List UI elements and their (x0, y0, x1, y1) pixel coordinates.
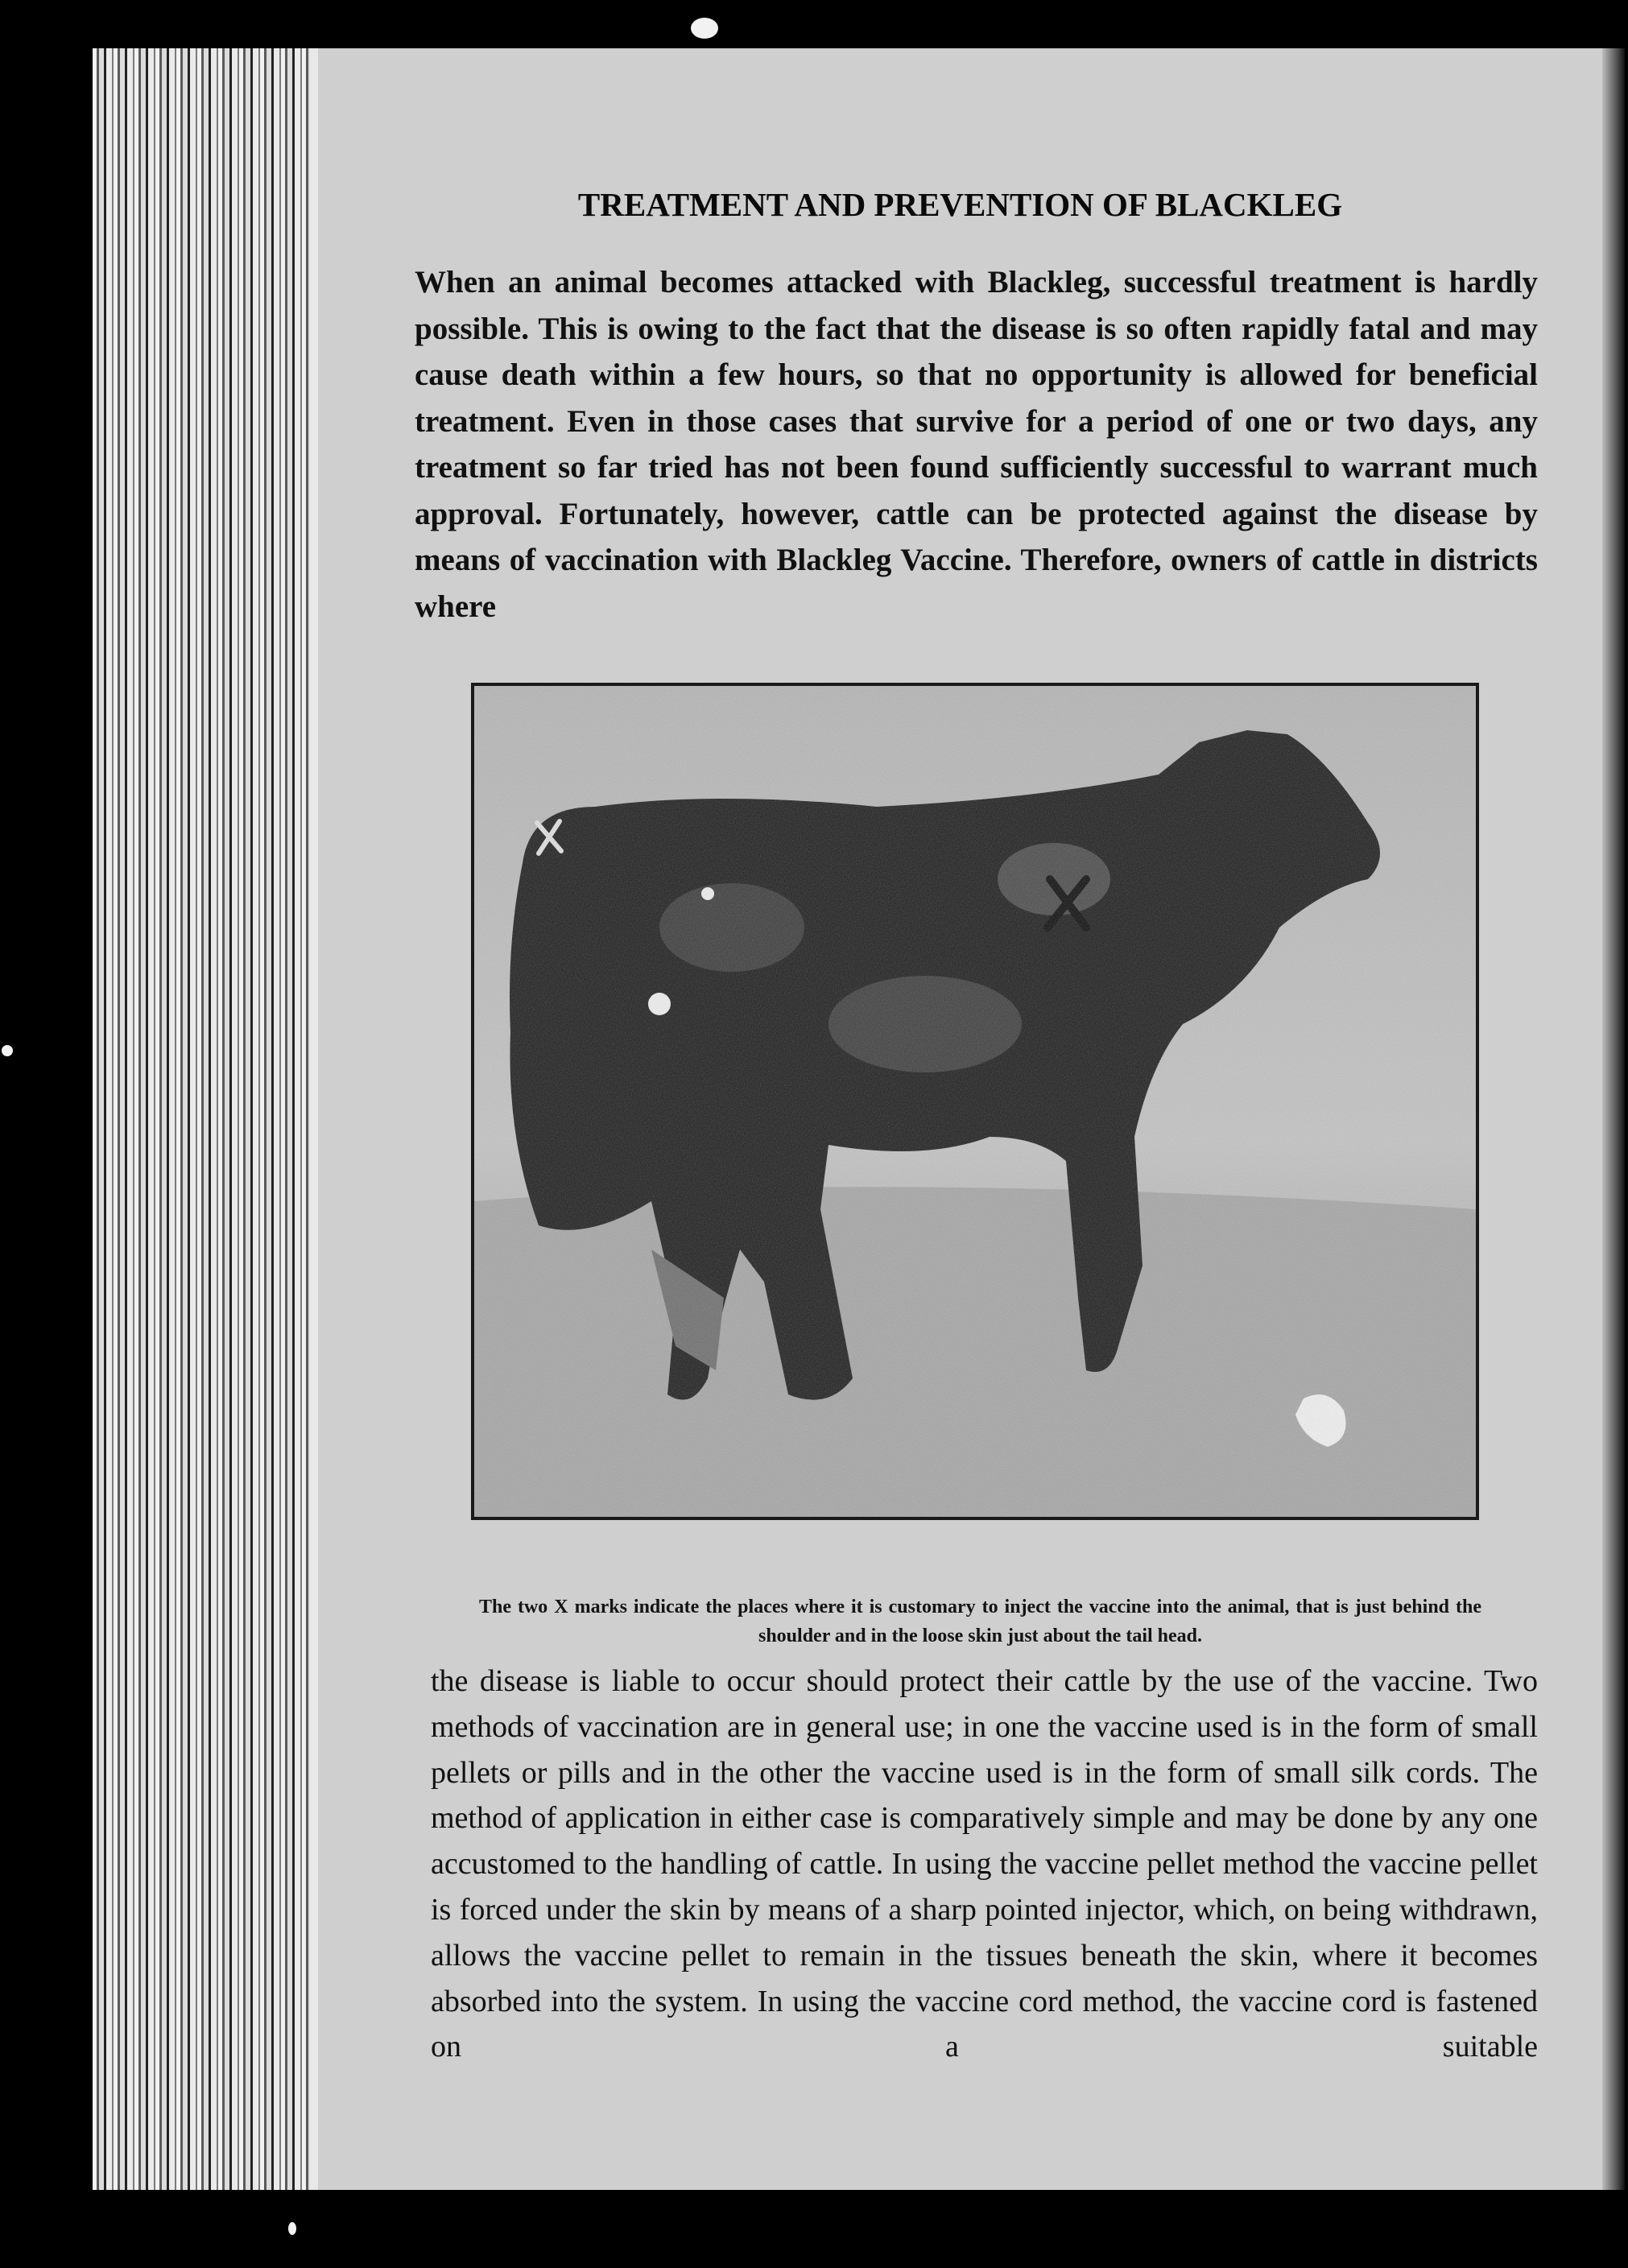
cow-photograph (471, 683, 1479, 1520)
paragraph-top: When an animal becomes attacked with Blackleg, successful treatment is hardly possible. This is owing to the fact that the disease is so often rapidly fatal and may cause death within a few hours, so that no opportunity is allowed for beneficial treatment. Even in those cases that survive for a period of one or two days, any treatment so far tried has not been found sufficiently successful to warrant much approval. Fortunately, however, cattle can be protected against the disease by means of vaccination with Blackleg Vaccine. Therefore, owners of cattle in districts where (415, 265, 1538, 624)
page-title: TREATMENT AND PREVENTION OF BLACKLEG (577, 186, 1343, 223)
page-content (318, 48, 1602, 2190)
scan-speck (2, 1045, 13, 1056)
cow-photo-illustration (474, 686, 1476, 1517)
scan-speck (288, 2222, 296, 2235)
book-gutter (93, 48, 318, 2190)
photo-grain (474, 686, 1476, 1517)
figure-caption: The two X marks indicate the places where it is customary to inject the vaccine into the animal, that is just behind the shoulder and in the loose skin just about the tail head. (479, 1597, 1481, 1646)
scan-speck (691, 18, 718, 39)
paragraph-bottom: the disease is liable to occur should protect their cattle by the use of the vaccine. Two methods of vaccination are in general use; in one the vaccine used is in the form of small pellets or pills and in the other the vaccine used is in the form of small silk cords. The method of application in either case is comparatively simple and may be done by any one accustomed to the handling of cattle. In using the vaccine pellet method the vaccine pellet is forced under the skin by means of a sharp pointed injector, which, on being withdrawn, allows the vaccine pellet to remain in the tissues beneath the skin, where it becomes absorbed into the system. In using the vaccine cord method, the vaccine cord is fastened on a suitable (431, 1664, 1538, 2064)
page-right-edge (1602, 48, 1625, 2190)
